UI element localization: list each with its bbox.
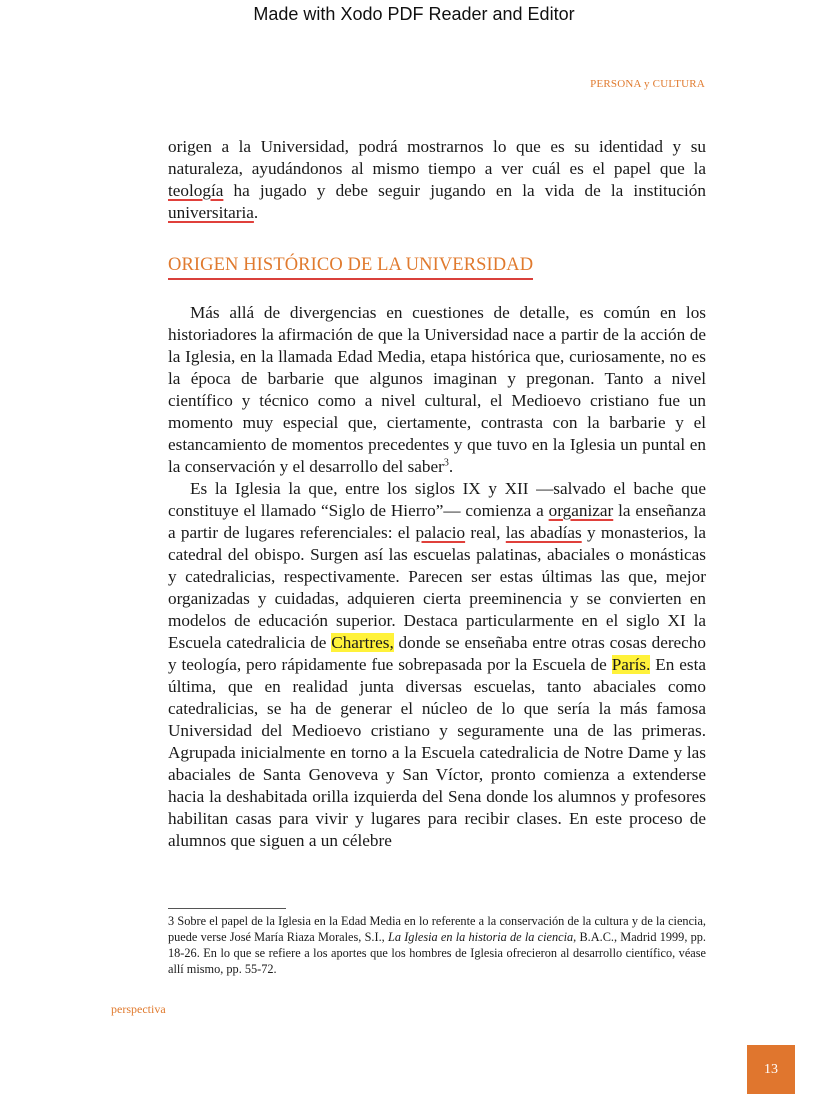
underline-annotation[interactable]: universitaria	[168, 203, 254, 222]
text-run: .	[253, 203, 259, 222]
text-run: 3 Sobre el papel de la Iglesia en la Edad Media en lo referente a la conservación de la cultura y de la ciencia, puede verse José María Riaza Morales, S.I.,	[168, 914, 706, 944]
book-title: La Iglesia en la historia de la ciencia	[387, 930, 574, 944]
paragraph-1	[168, 302, 706, 478]
section-title: ORIGEN HISTÓRICO DE LA UNIVERSIDAD	[168, 254, 533, 280]
footnote-divider	[168, 908, 286, 909]
text-run: y monasterios, la catedral del obispo. Surgen así las escuelas palatinas, abaciales o monásticas y catedralicias, respectivamente. Parecen ser estas últimas las que, mejor organizadas y cuidadas, adquieren cierta preeminencia y se convierten en modelos de educación superior. Destaca particularmente en el siglo XI la Escuela catedralicia de	[168, 523, 706, 652]
text-run: Es la Iglesia la que, entre los siglos IX y XII —salvado el bache que constituye el llamado “Siglo de Hierro”— comienza a	[168, 479, 706, 520]
text-run: real,	[465, 523, 506, 542]
text-run: ha jugado y debe seguir jugando en la vida de la institución	[223, 181, 706, 200]
app-banner: Made with Xodo PDF Reader and Editor	[253, 4, 575, 24]
intro-paragraph	[168, 136, 706, 224]
footnote-ref[interactable]: 3	[443, 457, 449, 469]
underline-annotation[interactable]: palacio	[415, 523, 466, 542]
underline-annotation[interactable]: teología	[168, 181, 224, 200]
footnote	[168, 913, 706, 977]
underline-annotation[interactable]: organizar	[548, 501, 614, 520]
running-header: PERSONA y CULTURA	[590, 78, 705, 90]
text-run: donde se enseñaba entre otras cosas derecho y teología, pero rápidamente fue sobrepasada por la Escuela de	[168, 633, 706, 674]
text-run: En esta última, que en realidad junta diversas escuelas, tanto abaciales como catedralicias, se ha de generar el núcleo de lo que sería la más famosa Universidad del Medioevo cristiano y seguramente una de las primeras. Agrupada inicialmente en torno a la Escuela catedralicia de Notre Dame y las abaciales de Santa Genoveva y San Víctor, pronto comienza a extenderse hacia la deshabitada orilla izquierda del Sena donde los alumnos y profesores habilitan casas para vivir y lugares para recibir clases. En este proceso de alumnos que siguen a un célebre	[168, 655, 706, 850]
text-run: .	[448, 457, 454, 476]
page-number: 13	[747, 1045, 795, 1094]
paragraph-2	[168, 478, 706, 852]
highlight-annotation[interactable]: París.	[611, 655, 651, 674]
footer-label: perspectiva	[111, 1002, 166, 1016]
text-run: origen a la Universidad, podrá mostrarnos lo que es su identidad y su naturaleza, ayudándonos al mismo tiempo a ver cuál es el papel que la	[168, 137, 706, 178]
text-run: , B.A.C., Madrid 1999, pp. 18-26. En lo que se refiere a los aportes que los hombres de Iglesia ofrecieron al desarrollo científico, véase allí mismo, pp. 55-72.	[168, 930, 706, 976]
underline-annotation[interactable]: las abadías	[505, 523, 582, 542]
text-run: la enseñanza a partir de lugares referenciales: el	[168, 501, 706, 542]
page-body	[168, 136, 706, 852]
highlight-annotation[interactable]: Chartres,	[331, 633, 394, 652]
text-run: Más allá de divergencias en cuestiones de detalle, es común en los historiadores la afirmación de que la Universidad nace a partir de la acción de la Iglesia, en la llamada Edad Media, etapa histórica que, curiosamente, no es la época de barbarie que algunos imaginan y pregonan. Tanto a nivel científico y técnico como a nivel cultural, el Medioevo cristiano fue un momento muy especial que, ciertamente, contrasta con la barbarie y el estancamiento de momentos precedentes y que tuvo en la Iglesia un puntal en la conservación y el desarrollo del saber	[168, 303, 706, 476]
